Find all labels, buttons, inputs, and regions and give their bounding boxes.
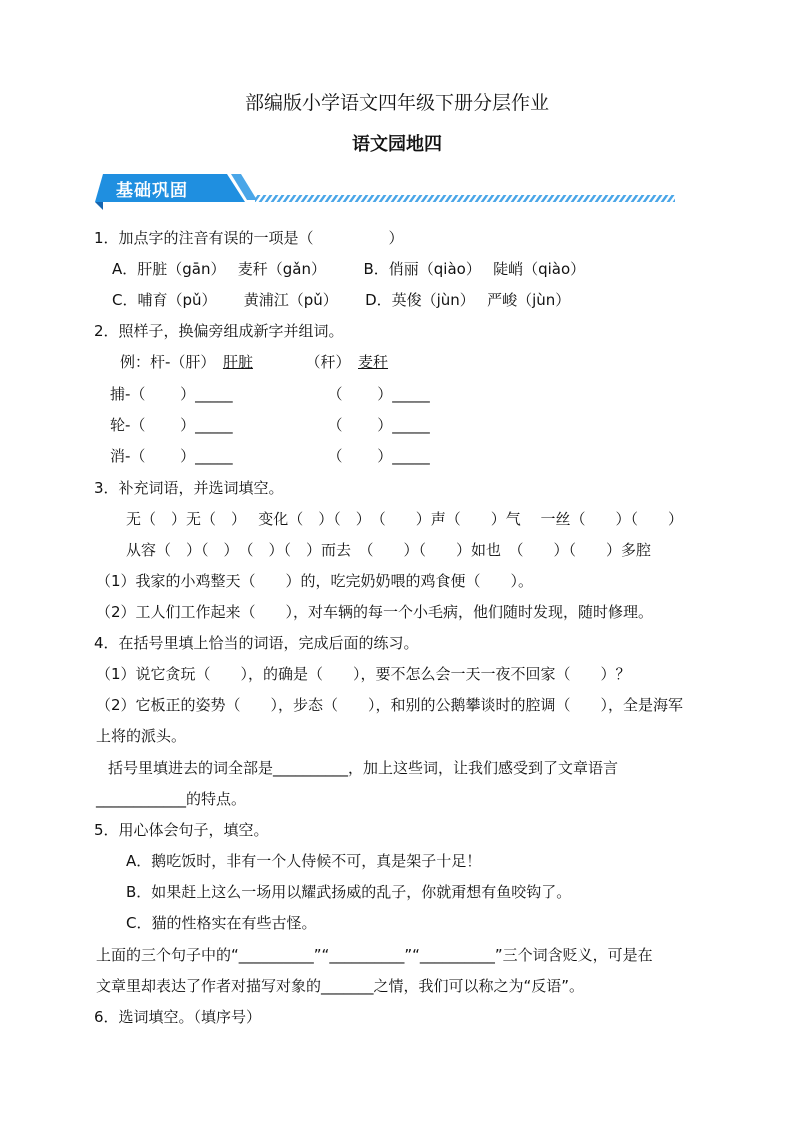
- q5-stem: 5．用心体会句子，填空。: [94, 821, 269, 839]
- q3-sentence2: （2）工人们工作起来（ ），对车辆的每一个小毛病，他们随时发现，随时修理。: [96, 603, 654, 621]
- q1-options-cd: C．哺育（pǔ） 黄浦江（pǔ） D．英俊（jùn） 严峻（jùn）: [112, 291, 571, 309]
- q4-sentence2a: （2）它板正的姿势（ ），步态（ ），和别的公鹅攀谈时的腔调（ ），全是海军: [96, 696, 684, 714]
- q6-stem: 6．选词填空。（填序号）: [94, 1008, 262, 1026]
- q2-row: 捕-（ ）_____ （ ）_____: [110, 385, 430, 403]
- q2-example-prefix: 例：杆-（肝）: [120, 353, 208, 371]
- q2-stem: 2．照样子，换偏旁组成新字并组词。: [94, 322, 344, 340]
- q2-example-mid: （秆）: [312, 353, 343, 371]
- q4-sentence2b: 上将的派头。: [96, 727, 187, 745]
- q4-stem: 4．在括号里填上恰当的词语，完成后面的练习。: [94, 634, 419, 652]
- q1-stem: 1．加点字的注音有误的一项是（ ）: [94, 229, 404, 247]
- q3-sentence1: （1）我家的小鸡整天（ ）的，吃完奶奶喂的鸡食便（ ）。: [96, 572, 534, 590]
- section-label: 基础巩固: [116, 181, 188, 201]
- q2-row: 消-（ ）_____ （ ）_____: [110, 447, 430, 465]
- q5-sentence-a: A．鹅吃饭时，非有一个人侍候不可，真是架子十足！: [126, 852, 482, 870]
- page-title: 部编版小学语文四年级下册分层作业: [244, 92, 549, 114]
- q4-summary-b: ____________的特点。: [96, 790, 247, 808]
- q3-row2: 从容（ ）（ ） （ ）（ ）而去 （ ）（ ）如也 （ ）（ ）多腔: [126, 541, 652, 559]
- q5-sentence-b: B．如果赶上这么一场用以耀武扬威的乱子，你就甭想有鱼咬钩了。: [126, 883, 572, 901]
- q4-summary-a: 括号里填进去的词全部是__________，加上这些词，让我们感受到了文章语言: [108, 759, 619, 777]
- q5-paragraph1: 上面的三个句子中的“__________”“__________”“__________”三个词含贬义，可是在: [96, 946, 653, 964]
- q1-options-ab: A．肝脏（gān） 麦秆（gǎn） B．俏丽（qiào） 陡峭（qiào）: [112, 260, 586, 278]
- q3-row1: 无（ ）无（ ） 变化（ ）（ ） （ ）声（ ）气 一丝（ ）（ ）: [126, 510, 684, 528]
- q5-sentence-c: C．猫的性格实在有些古怪。: [126, 914, 317, 932]
- q2-row: 轮-（ ）_____ （ ）_____: [110, 416, 430, 434]
- q2-example-word2: 麦秆: [358, 353, 389, 371]
- q5-paragraph2: 文章里却表达了作者对描写对象的_______之情，我们可以称之为“反语”。: [96, 977, 585, 995]
- q3-stem: 3．补充词语，并选词填空。: [94, 479, 284, 497]
- q2-example: [120, 352, 388, 372]
- q4-sentence1: （1）说它贪玩（ ），的确是（ ），要不怎么会一天一夜不回家（ ）？: [96, 665, 631, 683]
- page-subtitle: 语文园地四: [352, 134, 442, 155]
- q2-example-word1: 肝脏: [222, 353, 253, 371]
